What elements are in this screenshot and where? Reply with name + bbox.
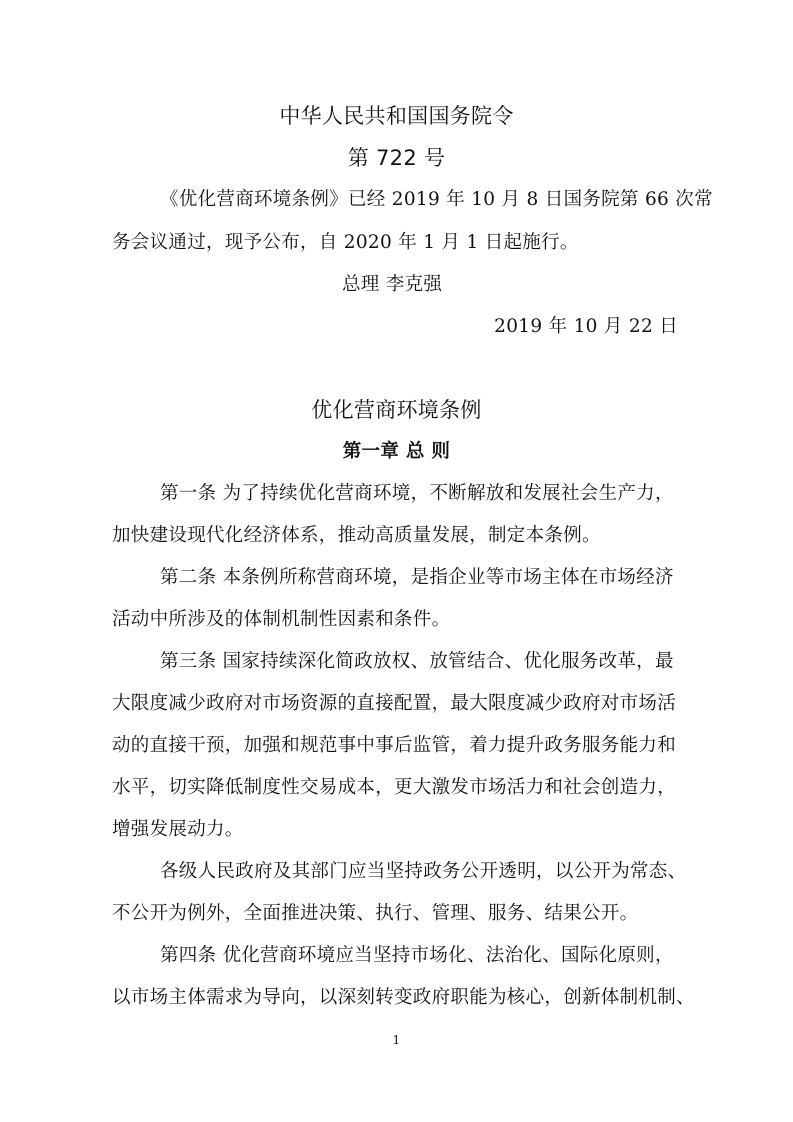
signatory: 总理 李克强 (342, 274, 443, 295)
page-number: 1 (392, 1033, 401, 1047)
article-3-para-2-line-2: 不公开为例外，全面推进决策、执行、管理、服务、结果公开。 (112, 903, 639, 924)
article-4-line-2: 以市场主体需求为导向，以深刻转变政府职能为核心，创新体制机制、 (112, 987, 695, 1008)
chapter-heading: 第一章 总 则 (342, 441, 451, 462)
decree-body-line-2: 务会议通过，现予公布，自 2020 年 1 月 1 日起施行。 (112, 232, 579, 253)
article-2-line-2: 活动中所涉及的体制机制性因素和条件。 (112, 609, 451, 630)
article-3-line-1: 第三条 国家持续深化简政放权、放管结合、优化服务改革，最 (160, 651, 674, 672)
article-3-line-4: 水平，切实降低制度性交易成本，更大激发市场活力和社会创造力， (112, 777, 677, 798)
article-3-para-2-line-1: 各级人民政府及其部门应当坚持政务公开透明，以公开为常态、 (160, 861, 687, 882)
article-1-line-1: 第一条 为了持续优化营商环境，不断解放和发展社会生产力， (160, 483, 674, 504)
decree-date: 2019 年 10 月 22 日 (494, 316, 678, 337)
article-1-line-2: 加快建设现代化经济体系，推动高质量发展，制定本条例。 (112, 525, 601, 546)
decree-title: 中华人民共和国国务院令 (279, 104, 514, 128)
article-4-line-1: 第四条 优化营商环境应当坚持市场化、法治化、国际化原则， (160, 945, 674, 966)
article-3-line-3: 动的直接干预，加强和规范事中事后监管，着力提升政务服务能力和 (112, 735, 677, 756)
regulation-title: 优化营商环境条例 (311, 398, 482, 422)
decree-number: 第 722 号 (347, 146, 446, 170)
decree-body-line-1: 《优化营商环境条例》已经 2019 年 10 月 8 日国务院第 66 次常 (160, 189, 713, 210)
article-2-line-1: 第二条 本条例所称营商环境，是指企业等市场主体在市场经济 (160, 567, 674, 588)
article-3-line-2: 大限度减少政府对市场资源的直接配置，最大限度减少政府对市场活 (112, 693, 677, 714)
article-3-line-5: 增强发展动力。 (112, 819, 244, 840)
